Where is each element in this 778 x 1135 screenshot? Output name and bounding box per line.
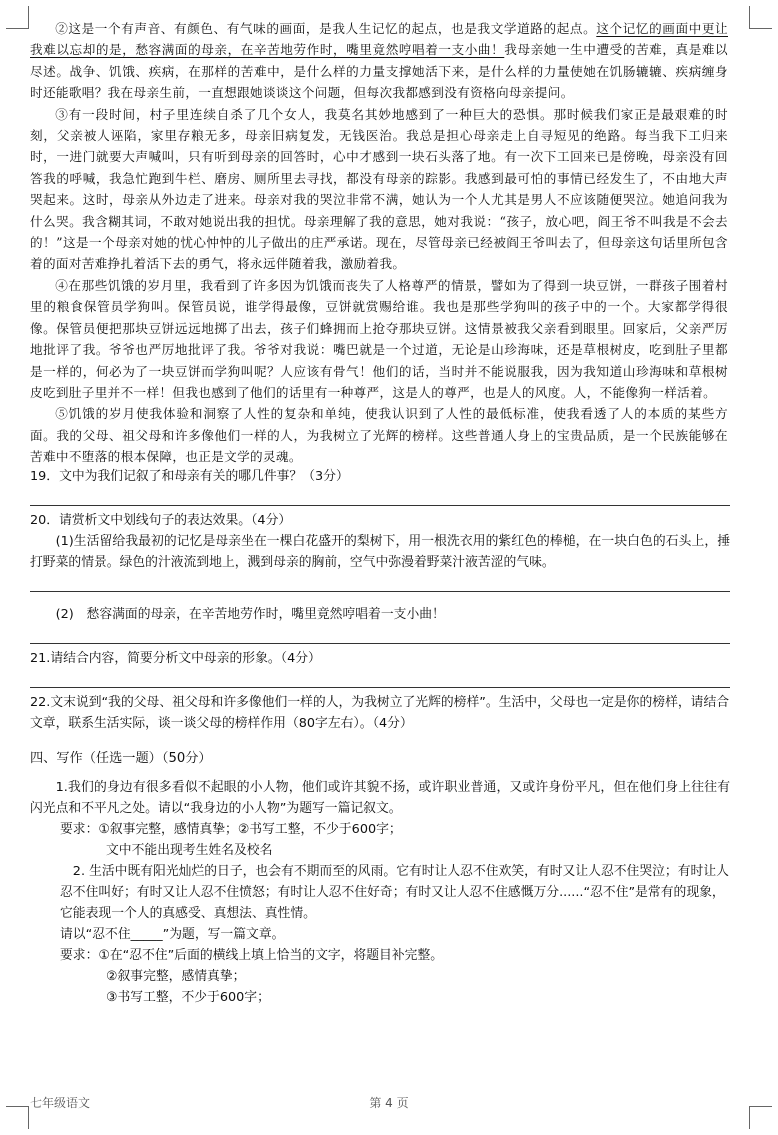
writing-topic-2-requirement-1: 要求：①在“忍不住”后面的横线上填上恰当的文字，将题目补完整。	[60, 948, 444, 963]
question-20-item-2: (2) 愁容满面的母亲，在辛苦地劳作时，嘴里竟然哼唱着一支小曲！	[55, 607, 445, 622]
paragraph-5: ⑤饥饿的岁月使我体验和洞察了人性的复杂和单纯，使我认识到了人性的最低标准，使我看透了人的本质的某些方面。我的父母、祖父母和许多像他们一样的人，为我树立了光辉的榜样。这些普通人身上的宝贵品质，是一个民族能够在苦难中不堕落的根本保障，也正是文学的灵魂。	[30, 406, 728, 465]
writing-topic-2: 2. 生活中既有阳光灿烂的日子，也会有不期而至的风雨。它有时让人忍不住欢笑，有时又让人忍不住哭泣；有时让人忍不住叫好；有时又让人忍不住愤怒；有时让人忍不住好奇；有时又让人忍不住感慨万分......“忍不住”是常有的现象，它能表现一个人的真感受、真想法、真性情。	[60, 864, 729, 921]
paragraph-2-start: ②这是一个有声音、有颜色、有气味的画面，是我人生记忆的起点，也是我文学道路的起点。	[55, 21, 597, 36]
paragraph-3: ③有一段时间，村子里连续自杀了几个女人，我莫名其妙地感到了一种巨大的恐惧。那时候我们家正是最艰难的时刻，父亲被人诬陷，家里存粮无多，母亲旧病复发，无钱医治。我总是担心母亲走上自寻短见的绝路。每当我下工归来时，一进门就要大声喊叫，只有听到母亲的回答时，心中才感到一块石头落了地。有一次下工回来已是傍晚，母亲没有回答我的呼喊，我急忙跑到牛栏、磨房、厕所里去寻找，都没有母亲的踪影。我感到最可怕的事情已经发生了，不由地大声哭起来。这时，母亲从外边走了进来。母亲对我的哭泣非常不满，她认为一个人尤其是男人不应该随便哭泣。她追问我为什么哭。我含糊其词，不敢对她说出我的担忧。母亲理解了我的意思，她对我说：“孩子，放心吧，阎王爷不叫我是不会去的！”这是一个母亲对她的忧心忡忡的儿子做出的庄严承诺。现在，尽管母亲已经被阎王爷叫去了，但母亲这句话里所包含着的面对苦难挣扎着活下去的勇气，将永远伴随着我，激励着我。	[30, 106, 728, 272]
writing-topic-1-requirement-note: 文中不能出现考生姓名及校名	[106, 843, 273, 858]
answer-line[interactable]	[30, 573, 730, 592]
underlined-sentence: 这个记忆的画面中更让我难以忘却的是，愁容满面的母亲，在辛苦地劳作时，嘴里竟然哼唱着一支小曲！	[30, 21, 728, 58]
answer-line[interactable]	[30, 625, 730, 644]
question-21: 21.请结合内容，简要分析文中母亲的形象。（4分）	[30, 651, 321, 666]
writing-topic-2-requirement-3: ③书写工整，不少于600字；	[106, 990, 270, 1005]
paragraph-2-end: 我母亲她一生中遭受的苦难，真是难以尽述。战争、饥饿、疾病，在那样的苦难中，是什么样的力量支撑她活下来，是什么样的力量使她在饥肠辘辘、疾病缠身时还能歌唱？我在母亲生前，一直想跟她谈谈这个问题，但每次我都感到没有资格向母亲提问。	[30, 42, 728, 101]
crop-mark	[749, 1106, 772, 1129]
question-20-item-1: (1)生活留给我最初的记忆是母亲坐在一棵白花盛开的梨树下，用一根洗衣用的紫红色的棒槌，在一块白色的石头上，捶打野菜的情景。绿色的汁液流到地上，溅到母亲的胸前，空气中弥漫着野菜汁液苦涩的气味。	[30, 534, 730, 570]
paragraph-2	[30, 18, 728, 104]
page-footer	[30, 1094, 748, 1112]
reading-passage	[30, 18, 728, 468]
writing-topic-1-requirements: 要求：①叙事完整，感情真挚；②书写工整，不少于600字；	[60, 822, 402, 837]
question-20: 20．请赏析文中划线句子的表达效果。（4分）	[30, 513, 292, 528]
questions-section	[30, 466, 730, 1008]
crop-mark	[6, 1106, 29, 1129]
footer-page-number: 第 4 页	[369, 1096, 409, 1110]
writing-topic-2-title: 请以“忍不住_____”为题，写一篇文章。	[60, 927, 285, 942]
writing-heading: 四、写作（任选一题）（50分）	[30, 751, 212, 766]
question-19: 19．文中为我们记叙了和母亲有关的哪几件事？（3分）	[30, 469, 349, 484]
answer-line[interactable]	[30, 487, 730, 506]
answer-line[interactable]	[30, 669, 730, 688]
question-22: 22.文末说到“我的父母、祖父母和许多像他们一样的人，为我树立了光辉的榜样”。生活中，父母也一定是你的榜样，请结合文章，联系生活实际，谈一谈父母的榜样作用（80字左右）。（4分）	[30, 695, 730, 731]
footer-subject: 七年级语文	[30, 1096, 91, 1110]
crop-mark	[749, 6, 772, 29]
paragraph-4: ④在那些饥饿的岁月里，我看到了许多因为饥饿而丧失了人格尊严的情景，譬如为了得到一块豆饼，一群孩子围着村里的粮食保管员学狗叫。保管员说，谁学得最像，豆饼就赏赐给谁。我也是那些学狗叫的孩子中的一个。大家都学得很像。保管员便把那块豆饼远远地掷了出去，孩子们蜂拥而上抢夺那块豆饼。这情景被我父亲看到眼里。回家后，父亲严厉地批评了我。爷爷也严厉地批评了我。爷爷对我说：嘴巴就是一个过道，无论是山珍海味，还是草根树皮，吃到肚子里都是一样的，何必为了一块豆饼而学狗叫呢？人应该有骨气！他们的话，当时并不能说服我，因为我知道山珍海味和草根树皮吃到肚子里并不一样！但我也感到了他们的话里有一种尊严，这是人的尊严，也是人的风度。人，不能像狗一样活着。	[30, 277, 728, 400]
writing-topic-2-requirement-2: ②叙事完整，感情真挚；	[106, 969, 246, 984]
crop-mark	[6, 6, 29, 29]
writing-topic-1: 1.我们的身边有很多看似不起眼的小人物，他们或许其貌不扬，或许职业普通，又或许身份平凡，但在他们身上往往有闪光点和不平凡之处。请以“我身边的小人物”为题写一篇记叙文。	[30, 780, 730, 816]
